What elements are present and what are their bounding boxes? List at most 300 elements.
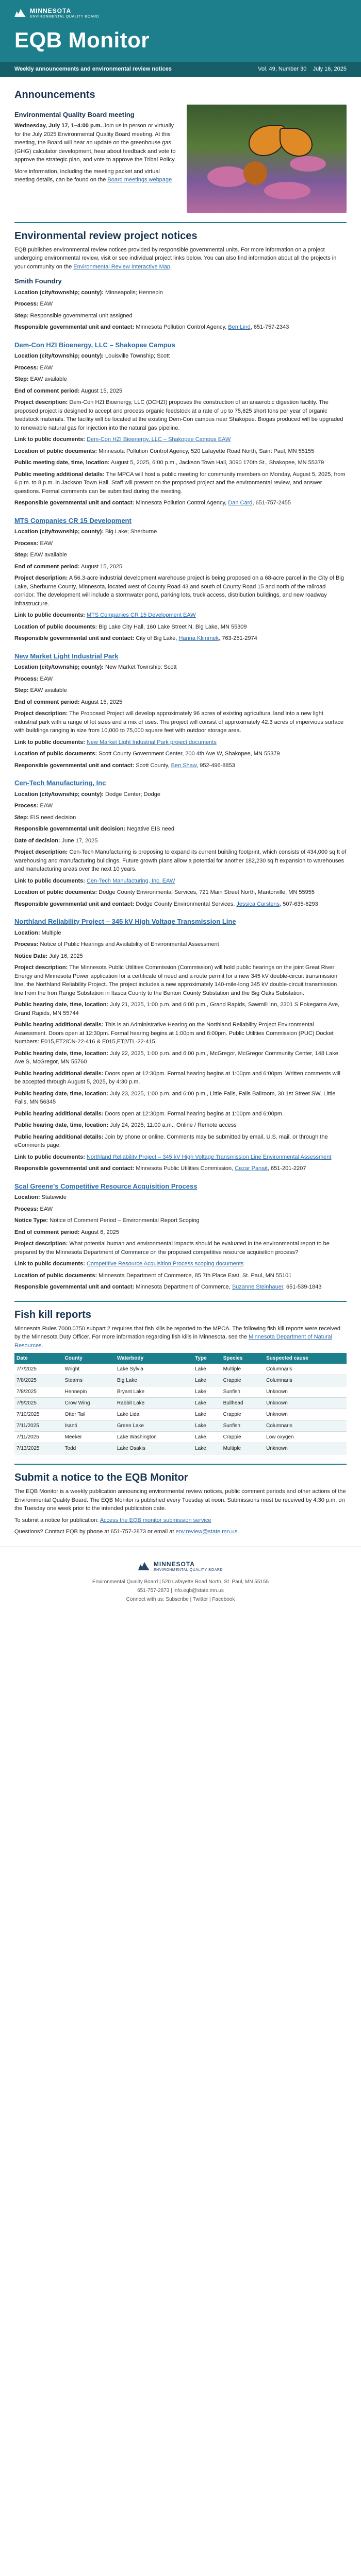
field-label: Link to public documents:	[14, 1261, 85, 1267]
field-value: EAW	[38, 540, 53, 547]
footer-address: Environmental Quality Board | 520 Lafayette Road North, St. Paul, MN 55155	[92, 1579, 269, 1585]
field-value: Scott County,	[134, 762, 171, 769]
announcement-when: Wednesday, July 17, 1–4:00 p.m.	[14, 123, 102, 129]
table-cell: Sunfish	[221, 1386, 265, 1398]
announcement-text	[14, 105, 178, 213]
table-cell: Unknown	[264, 1398, 347, 1409]
field-link[interactable]: Northland Reliability Project – 345 kV High Voltage Transmission Line Environmental Assessment	[86, 1154, 332, 1160]
monarch-coneflower-photo	[187, 105, 347, 213]
field-label: Public meeting date, time, location:	[14, 460, 110, 466]
field-link[interactable]: Competitive Resource Acquisition Process scoping documents	[86, 1261, 244, 1267]
field-value: July 24, 2025, 11:00 a.m., Online / Remote access	[108, 1122, 237, 1128]
field-label: Process:	[14, 941, 39, 947]
content	[0, 77, 361, 1536]
project-field	[14, 750, 347, 758]
table-row	[14, 1386, 347, 1398]
logo-brand-top: MINNESOTA	[30, 7, 72, 14]
field-tail: , 651-757-2455	[252, 500, 291, 506]
table-cell: Columnaris	[264, 1420, 347, 1432]
project-field	[14, 375, 347, 384]
field-label: Link to public documents:	[14, 436, 85, 443]
table-cell: 7/7/2025	[14, 1364, 63, 1375]
field-label: Location of public documents:	[14, 623, 97, 630]
table-cell: Columnaris	[264, 1364, 347, 1375]
fish-heading: Fish kill reports	[14, 1309, 91, 1320]
field-label: Location (city/township; county):	[14, 529, 104, 535]
review-intro: EQB publishes environmental review notices provided by responsible governmental units. For more information on a project undergoing environmental review, visit or see individual project links below. You can also find information about all the projects in your community on the Environmental Review Interactive Map.	[14, 246, 337, 270]
field-label: Location of public documents:	[14, 751, 97, 757]
project-field	[14, 940, 347, 949]
project-list	[14, 276, 347, 1292]
masthead-header	[0, 0, 361, 62]
field-value: August 15, 2025	[79, 387, 123, 394]
submit-p3-text: Questions? Contact EQB by phone at 651-757-2873 or email at	[14, 1529, 176, 1535]
project-title[interactable]: Cen-Tech Manufacturing, Inc	[14, 779, 106, 787]
fish-table-header	[14, 1353, 347, 1364]
field-link[interactable]: Suzanne Steinhauer	[232, 1284, 283, 1290]
field-value: EAW	[38, 301, 53, 307]
field-label: Public hearing additional details:	[14, 1022, 104, 1028]
field-value: August 6, 2025	[79, 1229, 119, 1235]
field-value: The MPCA will host a public meeting for community members on Monday, August 5, 2025, from 6 p.m. to 8 p.m. in Jackson Town Hall. Staff will present on the proposed project and the environmental review, and answer questions. Formal comments can be submitted during the meeting.	[14, 471, 346, 495]
project-field	[14, 623, 347, 632]
project-field	[14, 663, 347, 672]
project-title[interactable]: MTS Companies CR 15 Development	[14, 516, 132, 524]
field-label: Location of public documents:	[14, 1272, 97, 1279]
tagline-bar	[0, 62, 361, 77]
field-value: Responsible governmental unit assigned	[28, 312, 133, 319]
table-cell: Lake	[193, 1375, 221, 1386]
project-field	[14, 1070, 347, 1087]
review-heading: Environmental review project notices	[14, 230, 198, 242]
field-value: Minnesota Department of Commerce, 85 7th Place East, St. Paul, MN 55101	[97, 1272, 292, 1279]
board-meetings-link[interactable]: Board meetings webpage	[107, 177, 172, 183]
field-tail: , 651-757-2343	[250, 324, 289, 330]
issue-info	[258, 65, 347, 74]
table-cell: 7/11/2025	[14, 1420, 63, 1432]
field-label: Public hearing date, time, location:	[14, 1090, 109, 1097]
project-field	[14, 1228, 347, 1237]
divider	[14, 1301, 347, 1302]
field-value: What potential human and environmental impacts should be evaluated in the environmental report to be prepared by the Minnesota Department of Commerce on the proposed competitive resource acquisition process?	[14, 1241, 330, 1256]
table-cell: 7/9/2025	[14, 1398, 63, 1409]
field-value: EAW available	[28, 376, 67, 382]
project-field	[14, 1121, 347, 1130]
field-label: Public hearing date, time, location:	[14, 1122, 109, 1128]
project-field	[14, 323, 347, 332]
field-label: End of comment period:	[14, 387, 80, 394]
field-tail: , 507-635-6293	[280, 901, 318, 907]
project-field	[14, 709, 347, 735]
table-cell: Green Lake	[115, 1420, 193, 1432]
table-cell: Big Lake	[115, 1375, 193, 1386]
field-value: Big Lake; Sherburne	[103, 529, 157, 535]
project-field	[14, 447, 347, 456]
announcement-p2	[14, 167, 178, 184]
field-value: Louisville Township; Scott	[103, 353, 170, 359]
table-cell: Lake Lida	[115, 1409, 193, 1420]
review-intro-text: EQB publishes environmental review notices provided by responsible governmental units. For more information on a project undergoing environmental review, visit or see individual project links below. You can also find information about all the projects in your community on the	[14, 246, 337, 270]
field-label: Notice Type:	[14, 1217, 48, 1224]
field-label: Responsible governmental unit and contact:	[14, 1165, 135, 1172]
project-field	[14, 929, 347, 938]
table-cell: Multiple	[221, 1443, 265, 1454]
field-tail: , 952-496-8853	[196, 762, 235, 769]
table-cell: Lake	[193, 1386, 221, 1398]
field-value: EAW available	[28, 552, 67, 558]
column-header: Type	[193, 1353, 221, 1364]
project-field	[14, 900, 347, 909]
field-value: July 16, 2025	[47, 953, 83, 959]
project-field	[14, 551, 347, 560]
field-value: Dodge Center; Dodge	[103, 791, 161, 798]
field-link[interactable]: Jessica Carstens	[236, 901, 280, 907]
project-field	[14, 686, 347, 695]
field-label: Project description:	[14, 964, 68, 971]
project-field	[14, 1283, 347, 1292]
field-label: Location:	[14, 929, 40, 936]
table-cell: 7/13/2025	[14, 1443, 63, 1454]
submission-service-link[interactable]: Access the EQB monitor submission service	[100, 1517, 211, 1523]
project-field	[14, 398, 347, 432]
field-label: Responsible governmental unit and contact:	[14, 762, 135, 769]
project-field	[14, 837, 347, 845]
logo-brand-sub: ENVIRONMENTAL QUALITY BOARD	[30, 15, 100, 19]
field-label: Location (city/township; county):	[14, 664, 104, 670]
project-field	[14, 1153, 347, 1162]
field-value: The Proposed Project will develop approximately 96 acres of existing agricultural land into a new light industrial park with a range of lot sizes and a mix of uses. The project will consist of approximately 42.3 acres of impervious surface with buildings ranging in size from 10,000 to 75,000 square feet with outdoor storage area.	[14, 710, 344, 734]
field-value: Dodge County Environmental Services, 721 Main Street North, Mantorville, MN 55955	[97, 889, 315, 895]
footer-logo[interactable]	[138, 1560, 223, 1573]
field-value: New Market Township; Scott	[103, 664, 177, 670]
field-label: Process:	[14, 1206, 39, 1212]
field-link[interactable]: MTS Companies CR 15 Development EAW	[86, 612, 196, 618]
issue-date: July 16, 2025	[313, 66, 347, 72]
column-header: Suspected cause	[264, 1353, 347, 1364]
submit-p2	[14, 1516, 347, 1525]
field-label: Link to public documents:	[14, 877, 85, 884]
field-link[interactable]: Cezar Panait	[235, 1165, 268, 1172]
table-cell: 7/8/2025	[14, 1386, 63, 1398]
field-value: Statewide	[40, 1194, 67, 1200]
project-field	[14, 802, 347, 810]
project-field	[14, 470, 347, 496]
field-value: Scott County Government Center, 200 4th Ave W, Shakopee, MN 55379	[97, 751, 280, 757]
field-label: Process:	[14, 803, 39, 809]
table-cell: Lake Osakis	[115, 1443, 193, 1454]
field-label: Process:	[14, 540, 39, 547]
field-label: Project description:	[14, 849, 68, 855]
field-value: Negative EIS need	[125, 826, 174, 832]
field-value: Dodge County Environmental Services,	[134, 901, 237, 907]
field-label: Date of decision:	[14, 837, 60, 844]
table-cell: Lake	[193, 1443, 221, 1454]
project-field	[14, 675, 347, 684]
submit-heading: Submit a notice to the EQB Monitor	[14, 1472, 188, 1483]
table-cell: Unknown	[264, 1409, 347, 1420]
field-label: Responsible governmental unit decision:	[14, 826, 126, 832]
interactive-map-link[interactable]: Environmental Review Interactive Map	[73, 263, 171, 270]
project-field	[14, 814, 347, 822]
project-title: Smith Foundry	[14, 277, 62, 285]
mn-logo-icon	[14, 9, 26, 17]
field-label: Public hearing date, time, location:	[14, 1002, 109, 1008]
field-label: Step:	[14, 687, 29, 693]
field-link[interactable]: Ben Shaw	[171, 762, 197, 769]
field-label: Link to public documents:	[14, 739, 85, 745]
submit-p1: The EQB Monitor is a weekly publication announcing environmental review notices, public comment periods and other actions of the Environmental Quality Board. The EQB Monitor is published every Tuesday at noon. Submissions must be received by 4:30 p.m. on the Tuesday one week prior to the intended publication date.	[14, 1488, 346, 1512]
project-field	[14, 611, 347, 620]
footer-contact: 651-757-2873 | info.eqb@state.mn.us	[137, 1588, 224, 1594]
project-field	[14, 499, 347, 507]
table-cell: 7/11/2025	[14, 1432, 63, 1443]
table-cell: Hennepin	[63, 1386, 115, 1398]
field-label: End of comment period:	[14, 699, 80, 705]
fish-intro-text: Minnesota Rules 7000.0750 subpart 2 requires that fish kills be reported to the MPCA. The following fish kill reports were received by the Minnesota Duty Officer. For more information regarding fish kills in Minnesota, see the	[14, 1325, 341, 1340]
field-value: July 23, 2025, 1:00 p.m. and 6:00 p.m., Little Falls, Falls Ballroom, 30 1st Street SW, Little Falls, MN 56345	[14, 1090, 336, 1105]
field-label: Process:	[14, 301, 39, 307]
table-cell: 7/8/2025	[14, 1375, 63, 1386]
project-field	[14, 848, 347, 874]
field-value: August 15, 2025	[79, 699, 123, 705]
table-cell: Lake Washington	[115, 1432, 193, 1443]
project-field	[14, 459, 347, 467]
table-cell: Bullhead	[221, 1398, 265, 1409]
field-value: Join by phone or online. Comments may be submitted by email, U.S. mail, or through the eComments page.	[14, 1133, 328, 1148]
project-field	[14, 1049, 347, 1066]
field-value: July 22, 2025, 1:00 p.m. and 6:00 p.m., McGregor, McGregor Community Center, 148 Lake Ave S, McGregor, MN 55760	[14, 1050, 338, 1065]
fish-kill-table	[14, 1353, 347, 1454]
field-label: Responsible governmental unit and contact:	[14, 901, 135, 907]
field-label: Process:	[14, 364, 39, 371]
field-label: Process:	[14, 675, 39, 682]
field-link[interactable]: Cen-Tech Manufacturing, Inc. EAW	[86, 877, 175, 884]
field-tail: , 763-251-2974	[219, 635, 257, 641]
project-title[interactable]: Northland Reliability Project – 345 kV High Voltage Transmission Line	[14, 918, 236, 925]
field-value: Notice of Comment Period – Environmental Report Scoping	[48, 1217, 200, 1224]
table-cell: Wright	[63, 1364, 115, 1375]
project-field	[14, 952, 347, 961]
field-label: Public hearing additional details:	[14, 1133, 104, 1140]
field-value: EAW available	[28, 687, 67, 693]
project-field	[14, 563, 347, 571]
field-label: Link to public documents:	[14, 1154, 85, 1160]
field-value: EIS need decision	[28, 814, 76, 821]
project-field	[14, 1133, 347, 1150]
table-cell: Bryant Lake	[115, 1386, 193, 1398]
field-value: August 5, 2025, 6:00 p.m., Jackson Town Hall, 3090 170th St., Shakopee, MN 55379	[109, 460, 324, 466]
table-row	[14, 1375, 347, 1386]
field-link[interactable]: New Market Light Industrial Park project documents	[86, 739, 217, 745]
project-field	[14, 289, 347, 297]
project-field	[14, 698, 347, 707]
field-label: Step:	[14, 552, 29, 558]
project-field	[14, 1021, 347, 1046]
table-row	[14, 1420, 347, 1432]
mn-logo[interactable]	[14, 6, 99, 20]
table-row	[14, 1443, 347, 1454]
submit-p2-text: To submit a notice for publication:	[14, 1517, 100, 1523]
announcements-heading: Announcements	[14, 89, 95, 100]
field-tail: , 651-201-2207	[267, 1165, 306, 1172]
field-label: Location of public documents:	[14, 448, 97, 454]
table-cell: Lake	[193, 1398, 221, 1409]
project-field	[14, 877, 347, 886]
announcement-body: Join us in person or virtually for the July 2025 Environmental Quality Board meeting. At this meeting, the Board will hear an update on the greenhouse gas (GHG) calculator development, hear about feedback and vote to approve the strategic plan, and vote to approve the Tribal Policy.	[14, 123, 176, 163]
table-cell: Rabbit Lake	[115, 1398, 193, 1409]
field-value: August 15, 2025	[79, 563, 123, 570]
table-cell: Lake	[193, 1432, 221, 1443]
project-field	[14, 539, 347, 548]
project-field	[14, 1001, 347, 1018]
project-field	[14, 435, 347, 444]
field-label: Location (city/township; county):	[14, 353, 104, 359]
project-field	[14, 1216, 347, 1225]
table-cell: Lake	[193, 1364, 221, 1375]
masthead-title: EQB Monitor	[14, 28, 150, 52]
table-cell: Crappie	[221, 1375, 265, 1386]
field-value: A 56.3-acre industrial development warehouse project is being proposed on a 68-acre parcel in the City of Big Lake, Sherburne County, Minnesota, located west of County Road 43 and south of County Road 15 and north of the railroad corridor. The development will include a stormwater pond, parking lots, truck access, distribution buildings, and new roadway infrastructure.	[14, 575, 344, 607]
project-field	[14, 1260, 347, 1268]
field-value: EAW	[38, 1206, 53, 1212]
project-field	[14, 574, 347, 608]
table-cell: Crappie	[221, 1409, 265, 1420]
project-field	[14, 364, 347, 372]
project-field	[14, 761, 347, 770]
project-field	[14, 1240, 347, 1257]
project-field	[14, 300, 347, 309]
project-field	[14, 528, 347, 536]
tagline: Weekly announcements and environmental review notices	[14, 66, 172, 72]
field-value: The Minnesota Public Utilities Commission (Commission) will hold public hearings on the joint Great River Energy and Minnesota Power application for a certificate of need and a route permit for a new 345 kV double-circuit transmission line, the Northland Reliability Project. The project includes a new approximately 140-mile-long 345 kV double-circuit transmission line from the Iron Range Substation in Itasca County to the Benton County Substation and the Big Oaks Substation.	[14, 964, 338, 996]
field-label: Location of public documents:	[14, 889, 97, 895]
field-value: Multiple	[40, 929, 61, 936]
footer-social[interactable]: Connect with us: Subscribe | Twitter | Facebook	[126, 1597, 235, 1602]
field-label: Public hearing additional details:	[14, 1070, 104, 1077]
field-label: Project description:	[14, 1241, 68, 1247]
field-link[interactable]: Dan Card	[228, 500, 253, 506]
field-label: Project description:	[14, 710, 68, 717]
table-cell: Crow Wing	[63, 1398, 115, 1409]
field-link[interactable]: Dem-Con HZI Bioenergy, LLC – Shakopee Campus EAW	[86, 436, 231, 443]
field-value: Dem-Con HZI Bioenergy, LLC (DCHZI) proposes the construction of an anaerobic digestion facility. The proposed project is designed to accept and process organic feedstock at a rate of up to 75,625 short tons per year of organic feedstock materials. The facility will be located at the existing Dem-Con campus near Shakopee. Biogas produced will be upgraded to renewable natural gas for injection into the natural gas pipeline.	[14, 399, 343, 431]
field-value: Minnesota Pollution Control Agency,	[134, 324, 228, 330]
project-field	[14, 888, 347, 897]
table-cell: Otter Tail	[63, 1409, 115, 1420]
project-field	[14, 1164, 347, 1173]
table-cell: Stearns	[63, 1375, 115, 1386]
footer-brand-sub: ENVIRONMENTAL QUALITY BOARD	[153, 1568, 223, 1572]
project-field	[14, 738, 347, 747]
field-label: Notice Date:	[14, 953, 48, 959]
field-label: Location (city/township; county):	[14, 289, 104, 296]
field-label: Project description:	[14, 399, 68, 405]
project-field	[14, 1110, 347, 1118]
field-link[interactable]: Hanna Klimmek	[178, 635, 219, 641]
field-value: Minnesota Public Utilities Commission,	[134, 1165, 235, 1172]
field-label: Responsible governmental unit and contact:	[14, 635, 135, 641]
field-label: Link to public documents:	[14, 612, 85, 618]
dnr-link[interactable]: Minnesota Department of Natural Resources	[14, 1334, 333, 1349]
field-value: EAW	[38, 803, 53, 809]
field-label: Responsible governmental unit and contact:	[14, 1284, 135, 1290]
field-value: Minnesota Pollution Control Agency, 520 Lafayette Road North, Saint Paul, MN 55155	[97, 448, 315, 454]
field-value: Notice of Public Hearings and Availability of Environmental Assessment	[38, 941, 219, 947]
project-field	[14, 790, 347, 799]
announcement-title: Environmental Quality Board meeting	[14, 110, 135, 118]
project-field	[14, 1272, 347, 1280]
fish-table-body	[14, 1364, 347, 1454]
table-cell: 7/10/2025	[14, 1409, 63, 1420]
field-label: Public hearing date, time, location:	[14, 1050, 109, 1057]
issue-volume: Vol. 49, Number 30	[258, 66, 307, 72]
field-value: Minneapolis; Hennepin	[103, 289, 163, 296]
project-field	[14, 1090, 347, 1107]
project-field	[14, 634, 347, 643]
field-label: Step:	[14, 312, 29, 319]
column-header: Date	[14, 1353, 63, 1364]
table-cell: Lake	[193, 1409, 221, 1420]
project-field	[14, 825, 347, 834]
project-field	[14, 352, 347, 361]
table-cell: Multiple	[221, 1364, 265, 1375]
project-title[interactable]: New Market Light Industrial Park	[14, 652, 119, 660]
email-link[interactable]: env.review@state.mn.us	[175, 1529, 238, 1535]
announcement-p1	[14, 122, 178, 164]
table-cell: Columnaris	[264, 1375, 347, 1386]
field-label: Location:	[14, 1194, 40, 1200]
field-label: Location (city/township; county):	[14, 791, 104, 798]
project-field	[14, 312, 347, 320]
project-title[interactable]: Scal Greene's Competitive Resource Acquisition Process	[14, 1182, 198, 1190]
project-field	[14, 1193, 347, 1202]
field-link[interactable]: Ben Lind	[228, 324, 251, 330]
field-value: EAW	[38, 675, 53, 682]
field-label: Step:	[14, 814, 29, 821]
announcements-block	[14, 105, 347, 213]
footer-brand-top: MINNESOTA	[153, 1560, 195, 1568]
field-value: EAW	[38, 364, 53, 371]
logo-text-group	[30, 6, 99, 20]
table-cell: Todd	[63, 1443, 115, 1454]
field-label: Responsible governmental unit and contact:	[14, 324, 135, 330]
column-header: Species	[221, 1353, 265, 1364]
table-cell: Lake	[193, 1420, 221, 1432]
field-value: Cen-Tech Manufacturing is proposing to expand its current building footprint, which consists of 434,000 sq ft of warehousing and manufacturing buildings. Future growth plans allow a potential for another 182,230 sq ft expansion to warehouses and manufacturing areas over the next 10 years.	[14, 849, 347, 872]
field-label: End of comment period:	[14, 563, 80, 570]
footer-logo-text	[154, 1560, 223, 1573]
table-row	[14, 1432, 347, 1443]
field-value: Doors open at 12:30pm. Formal hearing begins at 1:00pm and 6:00pm. Written comments will be accepted through August 5, 2025, by 4:30 p.m.	[14, 1070, 340, 1085]
field-value: Minnesota Department of Commerce,	[134, 1284, 232, 1290]
field-value: This is an Administrative Hearing on the Northland Reliability Project Environmental Assessment. Doors open at 12:30pm. Formal hearing begins at 1:00pm and 6:00pm. Public Utilities Commission (PUC) Docket Numbers: E015,ET2/CN-22-416 & E015,ET2/TL-22-415.	[14, 1022, 334, 1045]
table-row	[14, 1409, 347, 1420]
field-value: Minnesota Pollution Control Agency,	[134, 500, 228, 506]
project-field	[14, 387, 347, 396]
project-title[interactable]: Dem-Con HZI Bioenergy, LLC – Shakopee Campus	[14, 341, 175, 349]
table-cell: Low oxygen	[264, 1432, 347, 1443]
table-cell: Unknown	[264, 1386, 347, 1398]
field-label: End of comment period:	[14, 1229, 80, 1235]
submit-p3: Questions? Contact EQB by phone at 651-757-2873 or email at env.review@state.mn.us.	[14, 1529, 239, 1535]
field-label: Project description:	[14, 575, 68, 581]
project-field	[14, 963, 347, 997]
table-cell: Lake Sylvia	[115, 1364, 193, 1375]
field-label: Responsible governmental unit and contact:	[14, 500, 135, 506]
table-row	[14, 1364, 347, 1375]
field-label: Public hearing additional details:	[14, 1110, 104, 1117]
table-cell: Isanti	[63, 1420, 115, 1432]
